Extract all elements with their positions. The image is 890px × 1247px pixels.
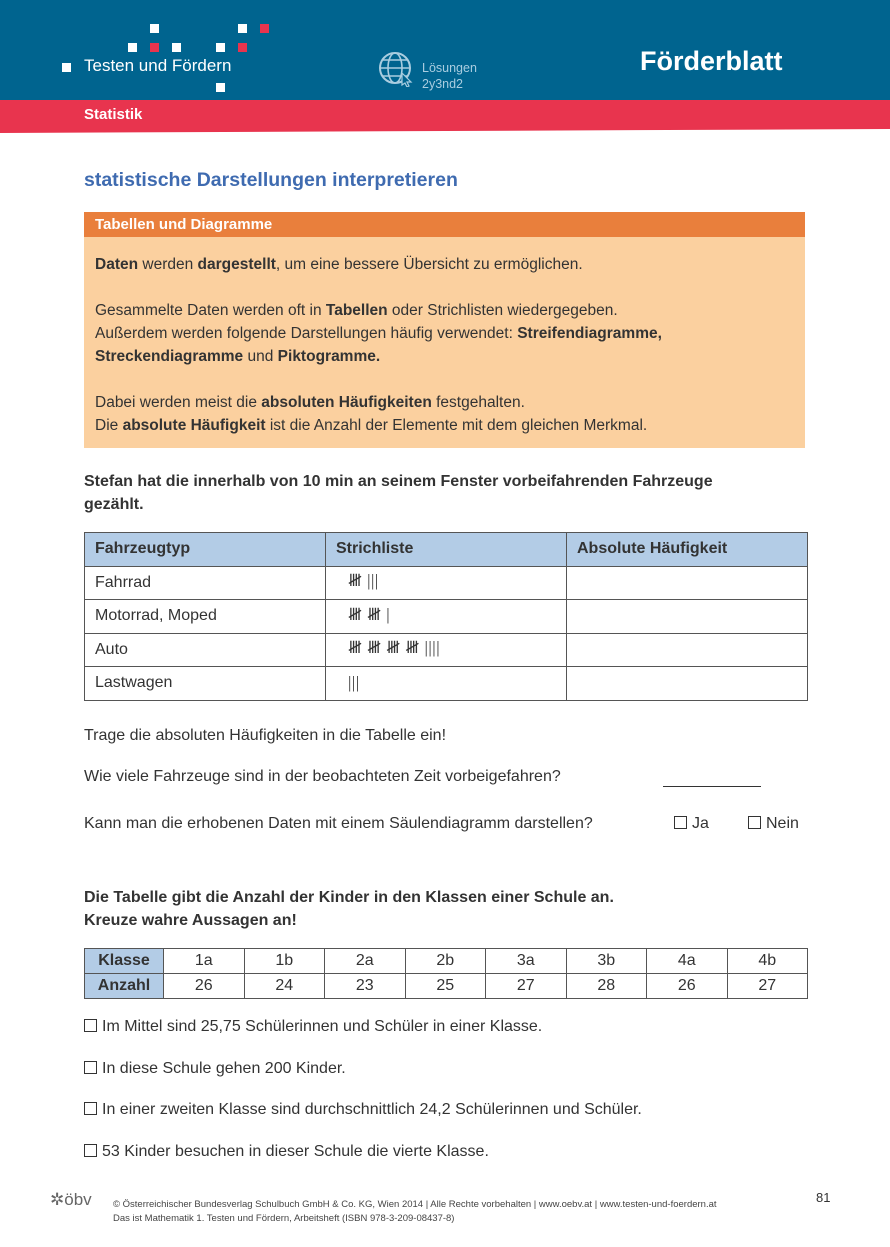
info-p1: Daten werden dargestellt, um eine bessere Übersicht zu ermöglichen. (95, 256, 583, 273)
publisher-logo: ✲öbv (50, 1190, 92, 1209)
answer-blank-line[interactable] (663, 786, 761, 787)
count-cell: 28 (566, 974, 647, 999)
info-box-title-text: Tabellen und Diagramme (95, 216, 273, 233)
checkbox-icon[interactable] (84, 1019, 97, 1032)
statement-item[interactable] (84, 1143, 489, 1161)
vehicle-type: Fahrrad (85, 566, 326, 600)
vehicle-type: Auto (85, 633, 326, 667)
frequency-input-cell[interactable] (567, 600, 808, 634)
class-cell: 1b (244, 949, 325, 974)
info-p3: Dabei werden meist die absoluten Häufigkeiten festgehalten. Die absolute Häufigkeit ist die Anzahl der Elemente mit dem gleichen Merkmal. (95, 394, 648, 434)
table-header-row (85, 533, 808, 567)
class-row (85, 949, 808, 974)
task1-intro-line1: Stefan hat die innerhalb von 10 min an seinem Fenster vorbeifahrenden Fahrzeuge (84, 473, 713, 490)
page-title: statistische Darstellungen interpretieren (84, 169, 458, 191)
globe-icon (378, 51, 414, 87)
checkbox-icon[interactable] (748, 816, 761, 829)
class-cell: 4b (727, 949, 808, 974)
class-cell: 3b (566, 949, 647, 974)
frequency-input-cell[interactable] (567, 566, 808, 600)
footer-text (113, 1198, 717, 1226)
count-cell: 25 (405, 974, 486, 999)
count-cell: 27 (486, 974, 567, 999)
task1-intro-line2: gezählt. (84, 496, 144, 513)
table-row (85, 600, 808, 634)
footer-line1: © Österreichischer Bundesverlag Schulbuch GmbH & Co. KG, Wien 2014 | Alle Rechte vorbehalten | www.oebv.at | www.testen-und-foerdern.at (113, 1199, 717, 1210)
statement-text: In einer zweiten Klasse sind durchschnittlich 24,2 Schülerinnen und Schüler. (102, 1101, 642, 1118)
class-cell: 2a (325, 949, 406, 974)
option-yes[interactable] (674, 815, 709, 833)
count-cell: 26 (164, 974, 245, 999)
brand-name: Testen und Fördern (84, 56, 232, 75)
option-no-label: Nein (766, 815, 799, 832)
task2-intro-line2: Kreuze wahre Aussagen an! (84, 912, 297, 929)
col-header: Strichliste (326, 533, 567, 567)
checkbox-icon[interactable] (84, 1144, 97, 1157)
info-box-title (84, 212, 805, 237)
option-yes-label: Ja (692, 815, 709, 832)
row-label: Anzahl (85, 974, 164, 999)
statement-item[interactable] (84, 1060, 346, 1078)
class-cell: 4a (647, 949, 728, 974)
solutions-label: Lösungen (422, 61, 477, 75)
statement-text: 53 Kinder besuchen in dieser Schule die vierte Klasse. (102, 1143, 489, 1160)
checkbox-icon[interactable] (674, 816, 687, 829)
table-row (85, 667, 808, 701)
tally-cell: ||| (326, 667, 567, 701)
statement-text: Im Mittel sind 25,75 Schülerinnen und Schüler in einer Klasse. (102, 1018, 543, 1035)
subject-label: Statistik (84, 106, 143, 123)
solutions-link[interactable] (422, 60, 477, 92)
statement-item[interactable] (84, 1018, 542, 1036)
table-row (85, 633, 808, 667)
count-cell: 23 (325, 974, 406, 999)
class-cell: 1a (164, 949, 245, 974)
class-table (84, 948, 808, 999)
frequency-input-cell[interactable] (567, 667, 808, 701)
vehicle-table (84, 532, 808, 701)
count-cell: 24 (244, 974, 325, 999)
class-cell: 3a (486, 949, 567, 974)
info-box (84, 237, 805, 448)
option-no[interactable] (748, 815, 799, 833)
task1-intro (84, 470, 804, 516)
checkbox-icon[interactable] (84, 1102, 97, 1115)
question-bar-chart: Kann man die erhobenen Daten mit einem Säulendiagramm darstellen? (84, 815, 593, 832)
solutions-code: 2y3nd2 (422, 77, 464, 91)
task2-intro-line1: Die Tabelle gibt die Anzahl der Kinder in den Klassen einer Schule an. (84, 889, 614, 906)
tally-cell: 𝍸 𝍸 𝍸 𝍸 |||| (326, 633, 567, 667)
footer-line2: Das ist Mathematik 1. Testen und Fördern, Arbeitsheft (ISBN 978-3-209-08437-8) (113, 1213, 455, 1224)
sheet-type: Förderblatt (640, 46, 783, 76)
count-cell: 26 (647, 974, 728, 999)
statement-text: In diese Schule gehen 200 Kinder. (102, 1060, 346, 1077)
tally-cell: 𝍸 𝍸 | (326, 600, 567, 634)
tally-cell: 𝍸 ||| (326, 566, 567, 600)
table-row (85, 566, 808, 600)
info-p2: Gesammelte Daten werden oft in Tabellen oder Strichlisten wiedergegeben. Außerdem werden folgende Darstellungen häufig verwendet: Streifendiagramme, Streckendiagramme und Piktogramme. (95, 302, 662, 365)
vehicle-type: Motorrad, Moped (85, 600, 326, 634)
question-total: Wie viele Fahrzeuge sind in der beobachteten Zeit vorbeigefahren? (84, 768, 561, 785)
statement-item[interactable] (84, 1101, 642, 1119)
count-row (85, 974, 808, 999)
page-number: 81 (816, 1190, 831, 1205)
task2-intro (84, 886, 804, 932)
col-header: Fahrzeugtyp (85, 533, 326, 567)
checkbox-icon[interactable] (84, 1061, 97, 1074)
row-label: Klasse (85, 949, 164, 974)
question-fill-table: Trage die absoluten Häufigkeiten in die Tabelle ein! (84, 727, 447, 744)
vehicle-type: Lastwagen (85, 667, 326, 701)
frequency-input-cell[interactable] (567, 633, 808, 667)
class-cell: 2b (405, 949, 486, 974)
col-header: Absolute Häufigkeit (567, 533, 808, 567)
publisher-logo-text: öbv (64, 1190, 92, 1209)
count-cell: 27 (727, 974, 808, 999)
